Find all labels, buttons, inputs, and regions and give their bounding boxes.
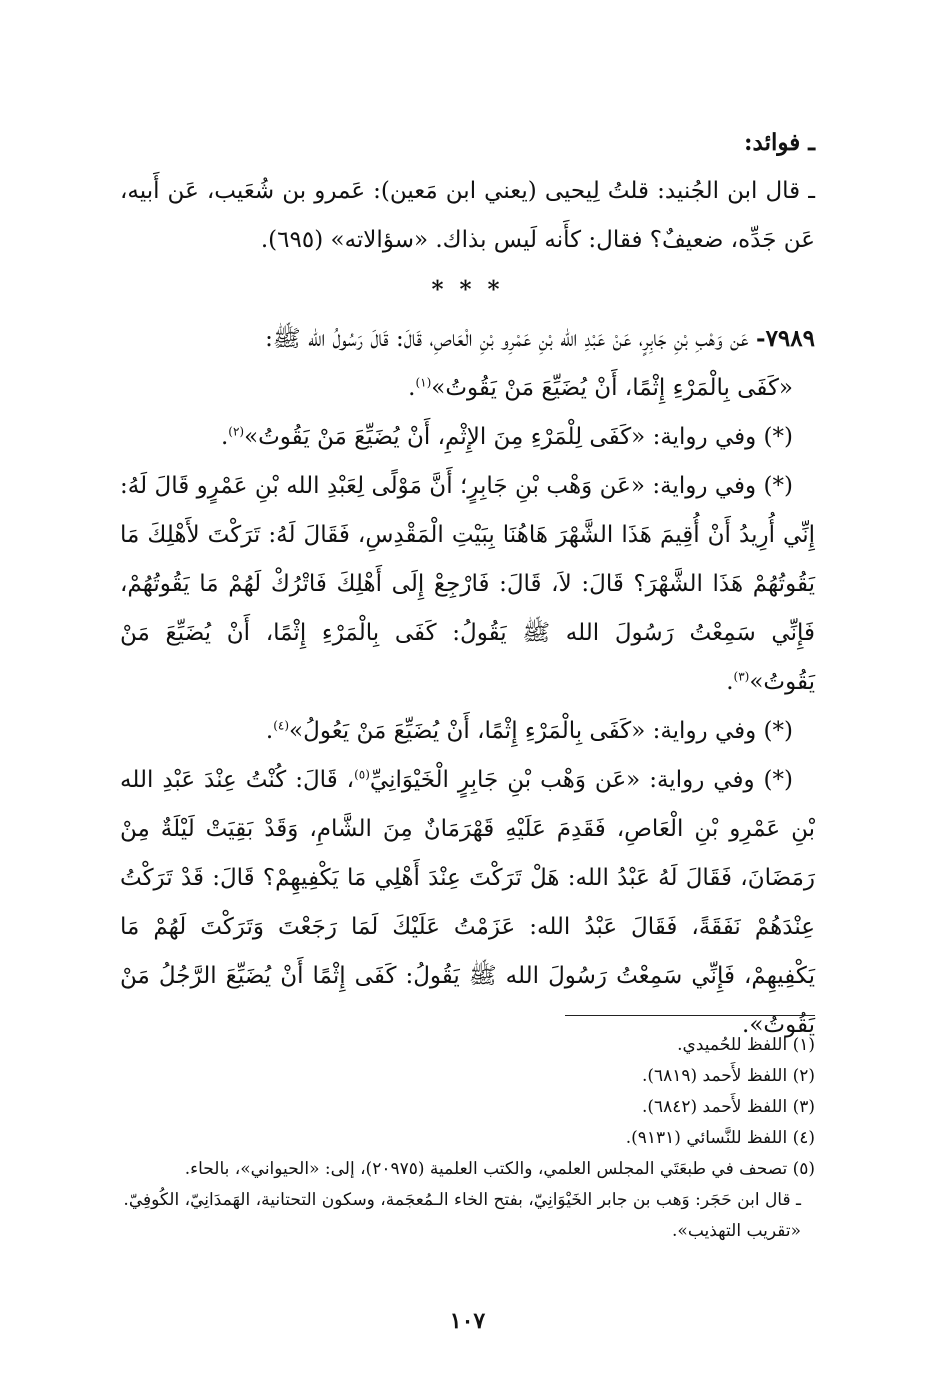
footnote-ref-5: (٥): [354, 767, 370, 782]
benefit-paragraph: ـ قال ابن الجُنيد: قلتُ لِيحيى (يعني ابن مَعين): عَمرو بن شُعَيب، عَن أَبيه، عَن جَدِّه، ضعيفٌ؟ فقال: كأَنه لَيس بذاك. «سؤالاته» (٦٩٥).: [120, 178, 815, 253]
footnote-ref-3: (٣): [733, 669, 750, 684]
footnote-divider: [565, 1015, 815, 1016]
footnote-2: (٢) اللفظ لأَحمد (٦٨١٩).: [641, 1066, 815, 1086]
hadith-number: ٧٩٨٩-: [756, 325, 815, 352]
narration-3-end: .: [265, 718, 274, 744]
narration-1-text: (*) وفي رواية: «كَفَى لِلْمَرْءِ مِنَ الإِثْمِ، أَنْ يُضَيِّعَ مَنْ يَقُوتُ»: [244, 424, 793, 450]
section-heading: ـ فوائد:: [744, 129, 815, 156]
footnote-1: (١) اللفظ للحُميدي.: [677, 1035, 815, 1055]
hadith-matn-text: «كَفَى بِالْمَرْءِ إِثْمًا، أَنْ يُضَيِّعَ مَنْ يَقُوتُ»: [431, 375, 793, 401]
footnotes: [120, 1030, 815, 1247]
footnote-5-note: ـ قال ابن حَجَر: وَهب بن جابر الخَيْوَانِيّ، بفتح الخاء الـمُعجَمة، وسكون التحتانية، الهَمدَانِيّ، الكُوفِيّ. «تقريب التهذيب».: [123, 1190, 801, 1241]
narration-3-text: (*) وفي رواية: «كَفَى بِالْمَرْءِ إِثْمًا، أَنْ يُضَيِّعَ مَنْ يَعُولُ»: [289, 718, 793, 744]
narration-4-text-a: (*) وفي رواية: «عَن وَهْب بْنِ جَابِرٍ الْخَيْوَانِيِّ: [369, 767, 793, 793]
footnote-ref-4: (٤): [273, 718, 290, 733]
footnote-3: (٣) اللفظ لأَحمد (٦٨٤٢).: [641, 1097, 815, 1117]
hadith-matn: «كَفَى بِالْمَرْءِ إِثْمًا، أَنْ يُضَيِّعَ مَنْ يَقُوتُ»$^{(١)}$.: [408, 375, 793, 401]
narration-3: [120, 707, 815, 756]
narration-2-end: .: [726, 669, 734, 695]
hadith-isnad: عَن وَهْبِ بْنِ جَابِرٍ، عَنْ عَبْدِ الله بْنِ عَمْرِو بْنِ الْعَاصِ، قَالَ: قَالَ رَسُولُ الله ﷺ:: [265, 326, 749, 352]
footnote-ref-2: (٢): [228, 424, 245, 439]
narration-2-text: (*) وفي رواية: «عَن وَهْب بْنِ جَابِرٍ؛ أَنَّ مَوْلًى لِعَبْدِ الله بْنِ عَمْرٍو قَالَ لَهُ: إِنِّي أُرِيدُ أَنْ أُقِيمَ هَذَا الشَّهْرَ هَاهُنَا بِبَيْتِ الْمَقْدِسِ، فَقَالَ لَهُ: تَرَكْتَ لأَهْلِكَ مَا يَقُوتُهُمْ هَذَا الشَّهْرَ؟ قَالَ: لاَ، قَالَ: فَارْجِعْ إِلَى أَهْلِكَ فَاتْرُكْ لَهُمْ مَا يَقُوتُهُمْ، فَإِنِّي سَمِعْتُ رَسُولَ الله ﷺ يَقُولُ: كَفَى بِالْمَرْءِ إِثْمًا، أَنْ يُضَيِّعَ مَنْ يَقُوتُ»: [120, 473, 815, 695]
narration-4: [120, 756, 815, 1050]
footnote-4: (٤) اللفظ للنَّسائي (٩١٣١).: [625, 1128, 815, 1148]
page-number: ١٠٧: [449, 1308, 486, 1334]
narration-1: [120, 413, 815, 462]
main-text: [120, 118, 815, 1050]
narration-4-text-b: ، قَالَ: كُنْتُ عِنْدَ عَبْدِ الله بْنِ عَمْرِو بْنِ الْعَاصِ، فَقَدِمَ عَلَيْهِ قَهْرَمَانٌ مِنَ الشَّامِ، وَقَدْ بَقِيَتْ لَيْلَةٌ مِنْ رَمَضَانَ، فَقَالَ لَهُ عَبْدُ الله: هَلْ تَرَكْتَ عِنْدَ أَهْلِي مَا يَكْفِيهِمْ؟ قَالَ: قَدْ تَرَكْتُ عِنْدَهُمْ نَفَقَةً، فَقَالَ عَبْدُ الله: عَزَمْتُ عَلَيْكَ لَمَا رَجَعْتَ وَتَرَكْتَ لَهُمْ مَا يَكْفِيهِمْ، فَإِنِّي سَمِعْتُ رَسُولَ الله ﷺ يَقُولُ: كَفَى إِثْمًا أَنْ يُضَيِّعَ الرَّجُلُ مَنْ يَقُوتُ».: [120, 767, 815, 1038]
narration-2: [120, 462, 815, 707]
separator-stars: * * *: [431, 276, 504, 303]
footnote-5: (٥) تصحف في طبعَتَي المجلس العلمي، والكتب العلمية (٢٠٩٧٥)، إلى: «الحيواني»، بالحاء.: [184, 1159, 815, 1179]
narration-1-end: .: [220, 424, 229, 450]
hadith-paragraph: [120, 314, 815, 364]
footnote-ref-1: (١): [415, 375, 432, 390]
